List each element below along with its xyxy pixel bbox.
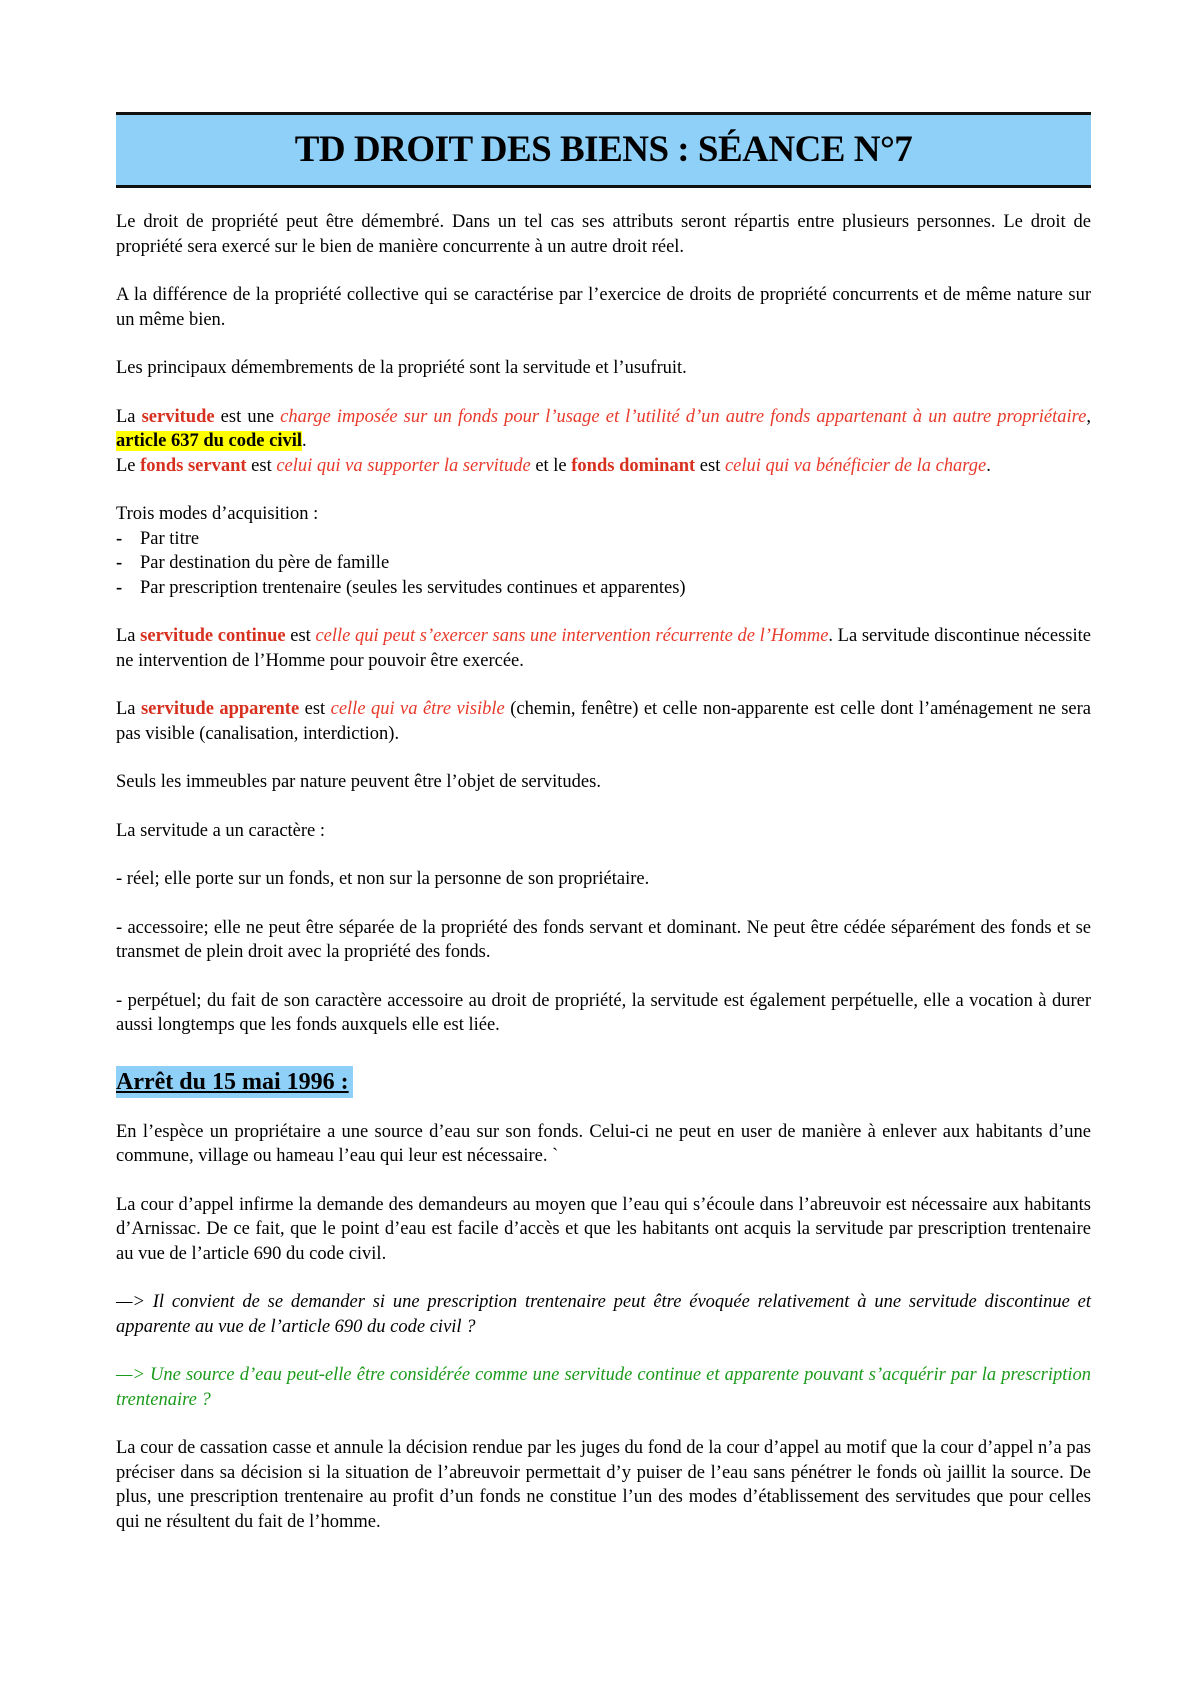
- list-item: - Par prescription trentenaire (seules les servitudes continues et apparentes): [116, 576, 1091, 601]
- arret-heading: Arrêt du 15 mai 1996 :: [116, 1066, 353, 1098]
- servitude-continue-paragraph: [116, 624, 1091, 673]
- arret-paragraph-1: En l’espèce un propriétaire a une source d’eau sur son fonds. Celui-ci ne peut en user de manière à enlever aux habitants d’une commune, village ou hameau l’eau qui leur est nécessaire. `: [116, 1121, 1091, 1166]
- intro-paragraph-2: A la différence de la propriété collective qui se caractérise par l’exercice de droits de propriété concurrents et de même nature sur un même bien.: [116, 285, 1091, 330]
- fonds-dominant-definition: celui qui va bénéficier de la charge: [724, 455, 987, 476]
- term-fonds-servant: fonds servant: [140, 455, 247, 476]
- title-banner: [116, 112, 1091, 188]
- arret-paragraph-3: La cour de cassation casse et annule la décision rendue par les juges du fond de la cour d’appel au motif que la cour d’appel n’a pas préciser dans sa décision si la situation de l’abreuvoir permettait d’y puiser de l’eau sans pénétrer le fonds où jaillit la source. De plus, une prescription trentenaire au profit d’un fonds ne constitue l’un des modes d’établissement des servitudes que pour celles qui ne résultent du fait de l’homme.: [116, 1438, 1091, 1532]
- text-fragment: .: [302, 431, 307, 451]
- list-item: - Par destination du père de famille: [116, 551, 1091, 576]
- servitude-definition: [116, 405, 1091, 454]
- immeubles-paragraph: Seuls les immeubles par nature peuvent être l’objet de servitudes.: [116, 772, 601, 792]
- fonds-servant-definition: celui qui va supporter la servitude: [276, 455, 531, 476]
- intro-paragraph-3: Les principaux démembrements de la propriété sont la servitude et l’usufruit.: [116, 358, 687, 378]
- text-fragment: Le: [116, 455, 141, 476]
- text-fragment: . La servitude discontinue nécessite ne intervention de l’Homme pour pouvoir être exercée.: [116, 626, 1091, 671]
- text-fragment: .: [986, 455, 991, 476]
- term-servitude-continue: servitude continue: [140, 626, 286, 646]
- fonds-definition: [116, 454, 1091, 479]
- intro-paragraph-1: Le droit de propriété peut être démembré. Dans un tel cas ses attributs seront répartis entre plusieurs personnes. Le droit de propriété sera exercé sur le bien de manière concurrente à un autre droit réel.: [116, 212, 1091, 257]
- text-fragment: est: [285, 626, 316, 646]
- caractere-accessoire: - accessoire; elle ne peut être séparée de la propriété des fonds servant et dominant. Ne peut être cédée séparément des fonds et se transmet de plein droit avec la propriété des fonds.: [116, 917, 1091, 962]
- servitude-definition-text: charge imposée sur un fonds pour l’usage et l’utilité d’un autre fonds appartenant à un autre propriétaire: [280, 406, 1087, 427]
- list-item: - Par titre: [116, 527, 1091, 552]
- text-fragment: La: [116, 699, 141, 719]
- text-fragment: est: [246, 455, 277, 476]
- term-servitude: servitude: [141, 406, 215, 427]
- caractere-intro: La servitude a un caractère :: [116, 820, 326, 841]
- document-body: [116, 112, 1091, 1558]
- caractere-perpetuel: - perpétuel; du fait de son caractère accessoire au droit de propriété, la servitude est également perpétuelle, elle a vocation à durer aussi longtemps que les fonds auxquels elle est liée.: [116, 990, 1091, 1035]
- arret-question-1: —> Il convient de se demander si une prescription trentenaire peut être évoquée relativement à une servitude discontinue et apparente au vue de l’article 690 du code civil ?: [116, 1292, 1091, 1337]
- text-fragment: est: [299, 699, 331, 719]
- arret-paragraph-2: La cour d’appel infirme la demande des demandeurs au moyen que l’eau qui s’écoule dans l’abreuvoir est nécessaire aux habitants d’Arnissac. De ce fait, que le point d’eau est facile d’accès et que les habitants ont acquis la servitude par prescription trentenaire au vue de l’article 690 du code civil.: [116, 1194, 1091, 1264]
- term-fonds-dominant: fonds dominant: [571, 455, 696, 476]
- text-fragment: ,: [1086, 406, 1091, 427]
- text-fragment: La: [116, 626, 141, 646]
- text-fragment: (chemin, fenêtre) et celle non-apparente est celle dont l’aménagement ne sera pas visible (canalisation, interdiction).: [116, 699, 1092, 744]
- servitude-apparente-definition: celle qui va être visible: [330, 699, 505, 719]
- arret-question-2: —> Une source d’eau peut-elle être considérée comme une servitude continue et apparente pouvant s’acquérir par la prescription trentenaire ?: [116, 1365, 1091, 1410]
- term-servitude-apparente: servitude apparente: [140, 699, 300, 719]
- text-fragment: La: [116, 406, 142, 427]
- caractere-reel: - réel; elle porte sur un fonds, et non sur la personne de son propriétaire.: [116, 869, 650, 889]
- article-637-highlight: article 637 du code civil: [116, 431, 302, 451]
- servitude-apparente-paragraph: [116, 697, 1091, 746]
- acquisition-intro: Trois modes d’acquisition :: [116, 504, 319, 524]
- acquisition-list: [116, 527, 1091, 601]
- text-fragment: est une: [214, 406, 281, 427]
- text-fragment: est: [695, 455, 725, 476]
- page-title: TD DROIT DES BIENS : SÉANCE N°7: [294, 128, 913, 170]
- servitude-continue-definition: celle qui peut s’exercer sans une intervention récurrente de l’Homme: [315, 626, 829, 646]
- text-fragment: et le: [530, 455, 572, 476]
